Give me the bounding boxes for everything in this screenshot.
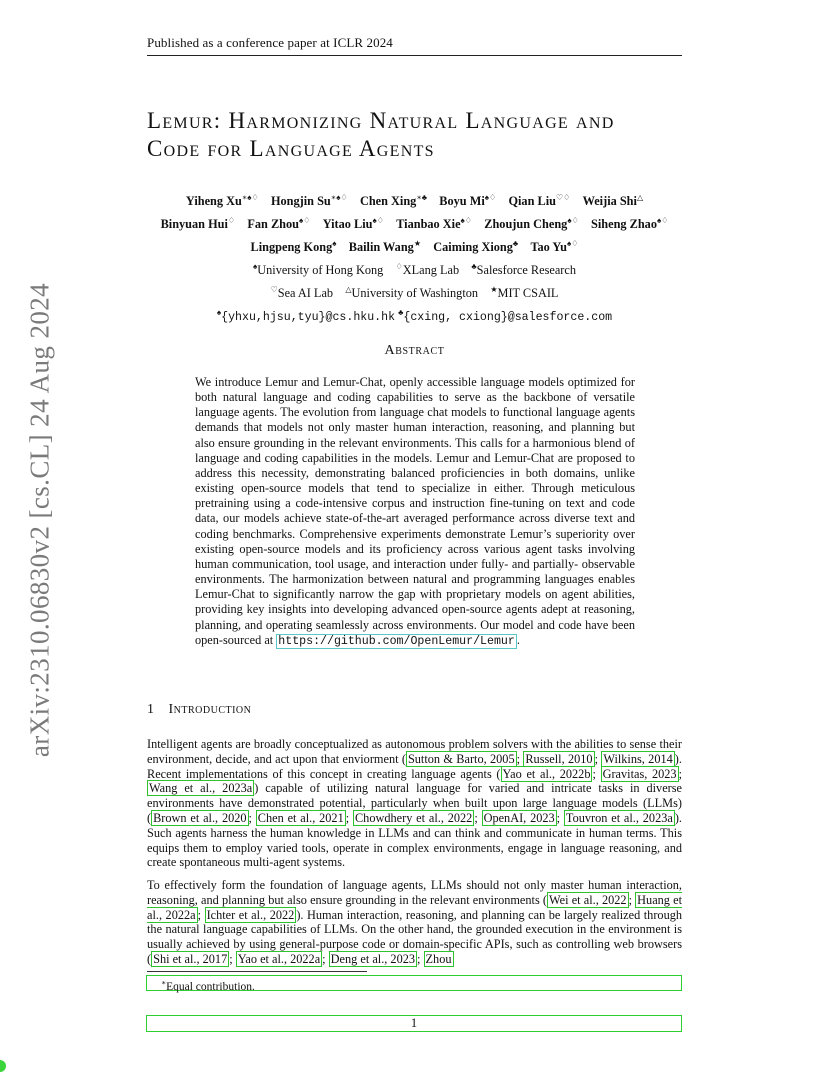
citation-link[interactable]: OpenAI, 2023: [483, 810, 555, 825]
citation-link[interactable]: Ichter et al., 2022: [206, 907, 295, 922]
section-heading: [147, 702, 251, 718]
author-mark: ♣: [512, 239, 519, 249]
author-mark: ∗♠♢: [241, 193, 259, 202]
email-mark: ♣: [398, 308, 404, 318]
author-name: Weijia Shi: [582, 194, 637, 209]
abstract-body: [195, 375, 635, 649]
affiliation-name: Salesforce Research: [476, 263, 576, 278]
author-name: Fan Zhou: [247, 217, 299, 232]
header-rule: [147, 55, 682, 56]
author-line-1: [147, 188, 682, 211]
footnote-mark: ∗: [161, 978, 167, 987]
author-name: Lingpeng Kong: [250, 240, 333, 255]
author-line-2: [147, 211, 682, 234]
citation-link[interactable]: Huang et al., 2022a: [147, 892, 683, 922]
author-mark: ♠♢: [460, 216, 472, 226]
affiliation-mark: ♡: [270, 285, 278, 295]
author-mark: ♡♢: [555, 193, 571, 202]
affiliation-name: Sea AI Lab: [277, 286, 334, 301]
citation-link[interactable]: Sutton & Barto, 2005: [407, 751, 515, 766]
footnote-rule: [147, 971, 367, 972]
author-mark: △: [636, 193, 644, 202]
email-address[interactable]: {yhxu,hjsu,tyu}@cs.hku.hk: [221, 311, 396, 325]
page-number: 1: [146, 1015, 682, 1032]
citation-link[interactable]: Gravitas, 2023: [602, 766, 677, 781]
author-mark: ♠♢: [372, 216, 384, 226]
affiliation-line-2: [147, 280, 682, 303]
citation-link[interactable]: Brown et al., 2020: [153, 810, 247, 825]
affiliation-mark: △: [345, 285, 352, 295]
author-name: Boyu Mi: [439, 194, 485, 209]
citation-link[interactable]: Wang et al., 2023a: [149, 781, 253, 796]
arxiv-identifier: arXiv:2310.06830v2 [cs.CL] 24 Aug 2024: [24, 282, 55, 758]
author-name: Qian Liu: [508, 194, 556, 209]
citation-link[interactable]: Yao et al., 2022b: [502, 766, 591, 781]
author-name: Siheng Zhao: [591, 217, 657, 232]
author-name: Yiheng Xu: [185, 194, 242, 209]
author-name: Hongjin Su: [270, 194, 331, 209]
author-block: [147, 188, 682, 328]
intro-paragraph-2: To effectively form the foundation of language agents, LLMs should not only master human interaction, reasoning, and planning but also ensure grounding in the relevant environments ( Wei et al., 2022 ; Huang et al., 2022a ; Ichter et al., 2022 ). Human interaction, reasoning, and planning can be largely realized through the natural language capabilities of LLMs. On the other hand, the grounded execution in the environment is usually achieved by using general-purpose code or domain-specific APIs, such as controlling web browsers ( Shi et al., 2017 ; Yao et al., 2022a ; Deng et al., 2023 ; Zhou: [147, 878, 683, 966]
author-mark: ♠♢: [567, 216, 579, 226]
author-mark: ♠♢: [484, 193, 497, 202]
affiliation-mark: ♢: [395, 262, 403, 272]
author-mark: ♠: [332, 239, 337, 249]
citation-link[interactable]: Russell, 2010: [525, 751, 593, 766]
citation-link[interactable]: Touvron et al., 2023a: [565, 810, 673, 825]
author-name: Tao Yu: [530, 240, 568, 255]
author-mark: ♠♢: [656, 216, 669, 226]
email-line: [147, 303, 682, 327]
affiliation-line-1: [147, 257, 682, 280]
affiliation-mark: ♣: [471, 262, 477, 272]
intro-paragraph-1: Intelligent agents are broadly conceptualized as autonomous problem solvers with the abilities to sense their environment, decide, and act upon that enviorment ( Sutton & Barto, 2005 ; Russell, 2010 ; Wilkins, 2014 ). Recent implementations of this concept in creating language agents ( Yao et al., 2022b ; Gravitas, 2023 ; Wang et al., 2023a ) capable of utilizing natural language for varied and intricate tasks in diverse environments have demonstrated potential, particularly when built upon large language models (LLMs) ( Brown et al., 2020 ; Chen et al., 2021 ; Chowdhery et al., 2022 ; OpenAI, 2023 ; Touvron et al., 2023a ). Such agents harness the human knowledge in LLMs and can think and communicate in human terms. This equips them to employ varied tools, operate in complex environments, engage in language reasoning, and create spontaneous multi-agent systems.: [147, 737, 683, 870]
footnote-text: Equal contribution.: [166, 980, 255, 993]
section-title: Introduction: [168, 702, 252, 717]
footnote: [146, 975, 682, 991]
citation-link[interactable]: Zhou: [425, 951, 452, 966]
author-name: Tianbao Xie: [396, 217, 461, 232]
affiliation-mark: ★: [490, 285, 498, 295]
citation-link[interactable]: Chowdhery et al., 2022: [354, 810, 473, 825]
affiliation-name: XLang Lab: [402, 263, 460, 278]
author-mark: ∗♣: [416, 193, 427, 202]
corner-marker: [0, 1060, 6, 1072]
running-header: Published as a conference paper at ICLR 2024: [147, 35, 393, 50]
citation-link[interactable]: Deng et al., 2023: [330, 951, 416, 966]
author-mark: ♠♢: [298, 216, 311, 226]
abstract-end: .: [516, 632, 520, 647]
affiliation-name: University of Hong Kong: [257, 263, 384, 278]
citation-link[interactable]: Chen et al., 2021: [257, 810, 344, 825]
author-mark: ♠♢: [567, 239, 579, 249]
author-name: Yitao Liu: [322, 217, 373, 232]
affiliation-mark: ♠: [253, 262, 258, 272]
citation-link[interactable]: Wilkins, 2014: [603, 751, 673, 766]
author-name: Chen Xing: [359, 194, 417, 209]
author-name: Zhoujun Cheng: [484, 217, 568, 232]
paper-title: [147, 107, 687, 163]
abstract-text: We introduce Lemur and Lemur-Chat, openly accessible language models optimized for both natural language and coding capabilities to serve as the backbone of versatile language agents. The evolution from language chat models to functional language agents demands that models not only master human interaction, reasoning, and planning but also ensure grounding in the relevant environments. This calls for a harmonious blend of language and coding capabilities in the models. Lemur and Lemur-Chat are proposed to address this necessity, demonstrating balanced proficiencies in both domains, unlike existing open-source models that tend to specialize in either. Through meticulous pretraining using a code-intensive corpus and instruction fine-tuning on text and code data, our models achieve state-of-the-art averaged performance across diverse text and coding benchmarks. Comprehensive experiments demonstrate Lemur’s superiority over existing open-source models and its proficiency across various agent tasks involving human communication, tool usage, and interaction under fully- and partially- observable environments. The harmonization between natural and programming languages enables Lemur-Chat to significantly narrow the gap with proprietary models on agent abilities, providing key insights into developing advanced open-source agents adept at reasoning, planning, and operating seamlessly across environments. Our model and code have been open-sourced at: [195, 375, 635, 647]
email-mark: ♠: [216, 308, 222, 318]
author-mark: ★: [413, 239, 421, 249]
author-line-3: [147, 234, 682, 257]
title-line-1: Lemur: Harmonizing Natural Language and: [147, 108, 615, 133]
title-line-2: Code for Language Agents: [147, 136, 435, 161]
citation-link[interactable]: Wei et al., 2022: [549, 892, 627, 907]
author-name: Binyuan Hui: [160, 217, 228, 232]
email-address[interactable]: {cxing, cxiong}@salesforce.com: [403, 311, 613, 325]
abstract-heading: Abstract: [384, 343, 445, 358]
citation-link[interactable]: Yao et al., 2022a: [237, 951, 321, 966]
author-name: Bailin Wang: [348, 240, 414, 255]
author-name: Caiming Xiong: [433, 240, 513, 255]
affiliation-name: University of Washington: [351, 286, 479, 301]
citation-link[interactable]: Shi et al., 2017: [153, 951, 228, 966]
author-mark: ∗♠♢: [330, 193, 348, 202]
github-link[interactable]: https://github.com/OpenLemur/Lemur: [278, 634, 515, 648]
affiliation-name: MIT CSAIL: [497, 286, 559, 301]
section-number: 1: [147, 702, 155, 717]
author-mark: ♢: [227, 216, 236, 226]
